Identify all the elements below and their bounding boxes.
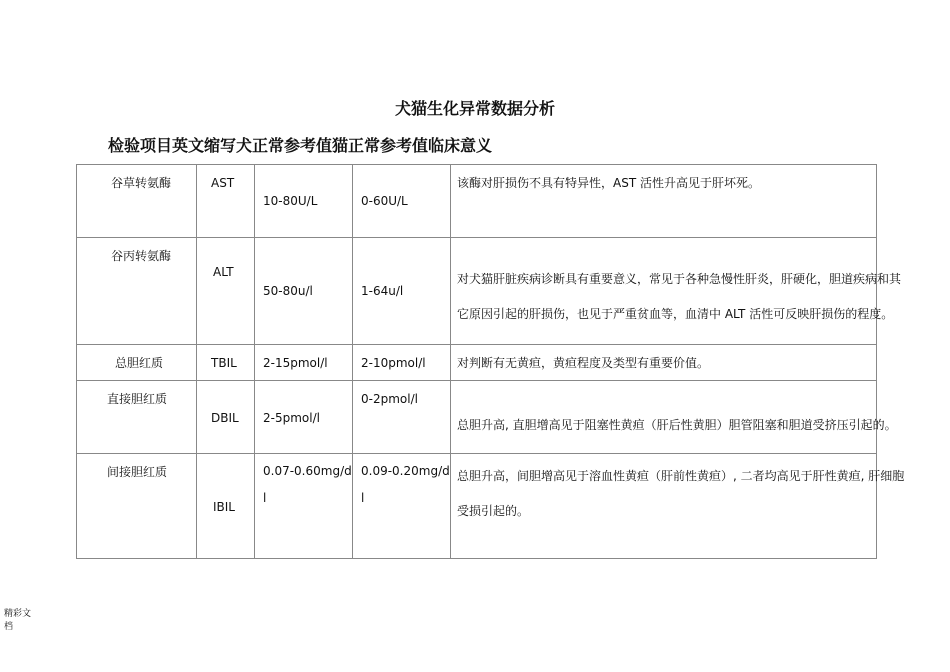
footer-watermark: 精彩文档 [4,609,32,632]
dog-reference: 2-5pmol/l [263,411,320,425]
dog-reference-wrap: l [263,491,267,505]
item-abbr: IBIL [213,500,235,514]
item-name: 谷草转氨酶 [111,176,172,190]
table-row [77,165,877,238]
item-name: 总胆红质 [115,356,164,370]
reference-table [76,164,905,559]
dog-reference: 50-80u/l [263,284,313,298]
clinical-meaning-line: 受损引起的。 [457,504,530,518]
item-abbr: AST [211,176,235,190]
item-abbr: DBIL [211,411,239,425]
clinical-meaning-line: 对犬猫肝脏疾病诊断具有重要意义，常见于各种急慢性肝炎，肝硬化，胆道疾病和其 [457,272,902,286]
item-name: 直接胆红质 [107,392,168,406]
item-abbr: ALT [213,265,234,279]
cat-reference: 1-64u/l [361,284,404,298]
dog-reference: 10-80U/L [263,194,318,208]
dog-reference: 0.07-0.60mg/d [263,464,352,478]
clinical-meaning-line: 对判断有无黄疸，黄疸程度及类型有重要价值。 [457,356,710,370]
item-abbr: TBIL [211,356,237,370]
table-row [77,454,877,559]
cat-reference-wrap: l [361,491,365,505]
cat-reference: 0-60U/L [361,194,408,208]
cat-reference: 0-2pmol/l [361,392,418,406]
dog-reference: 2-15pmol/l [263,356,328,370]
item-name: 谷丙转氨酶 [111,249,172,263]
clinical-meaning-line: 该酶对肝损伤不具有特异性，AST 活性升高见于肝坏死。 [457,176,760,190]
table-row [77,238,877,345]
clinical-meaning-line: 它原因引起的肝损伤，也见于严重贫血等，血清中 ALT 活性可反映肝损伤的程度。 [457,307,894,321]
item-name: 间接胆红质 [107,465,168,479]
clinical-meaning-line: 总胆升高, 直胆增高见于阻塞性黄疸（肝后性黄胆）胆管阻塞和胆道受挤压引起的。 [457,418,897,432]
document-title: 犬猫生化异常数据分析 [394,99,555,118]
table-row [77,381,877,454]
table-heading: 检验项目英文缩写犬正常参考值猫正常参考值临床意义 [108,136,493,155]
table-row [77,345,877,381]
clinical-meaning-line: 总胆升高，间胆增高见于溶血性黄疸（肝前性黄疸）, 二者均高见于肝性黄疸, 肝细胞 [457,469,905,483]
cat-reference: 0.09-0.20mg/d [361,464,450,478]
cat-reference: 2-10pmol/l [361,356,426,370]
